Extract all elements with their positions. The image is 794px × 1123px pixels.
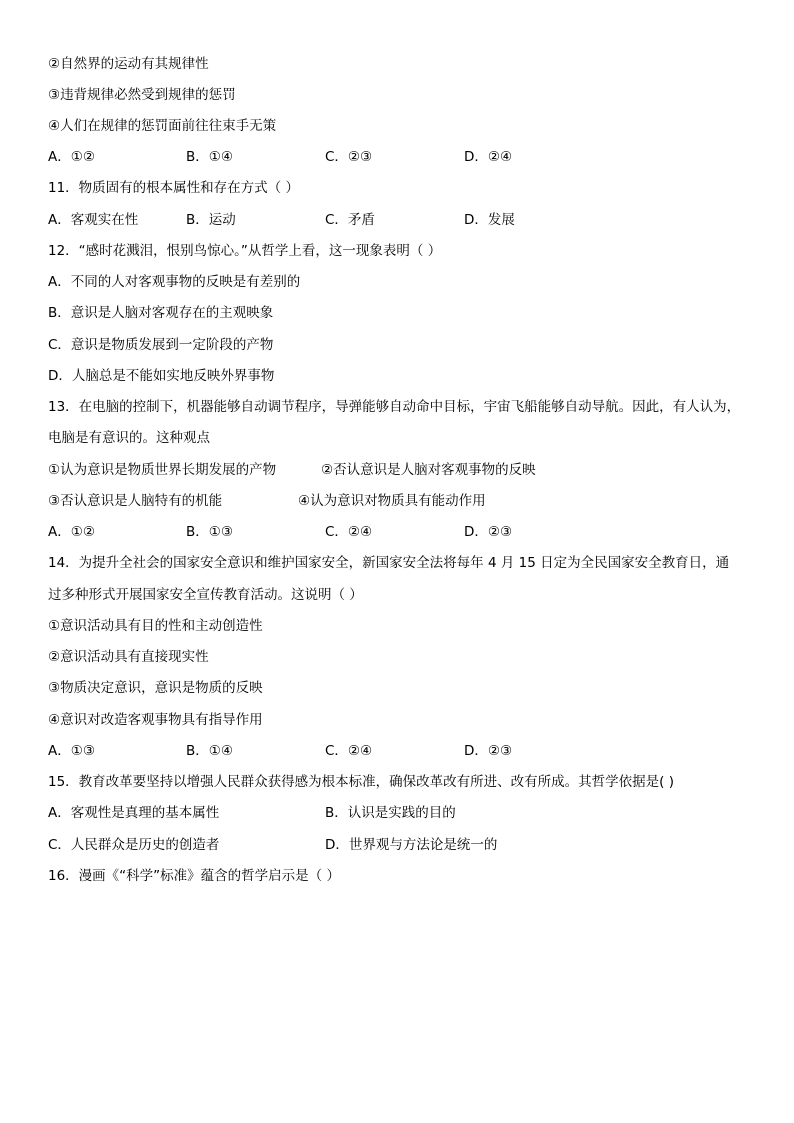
q13-option-d[interactable]: D．②③ (464, 524, 513, 540)
statement-4: ④人们在规律的惩罚面前往往束手无策 (48, 118, 277, 134)
option-b[interactable]: B．①④ (186, 149, 233, 165)
q14-statement-1: ①意识活动具有目的性和主动创造性 (48, 618, 263, 634)
statement-3: ③违背规律必然受到规律的惩罚 (48, 87, 236, 103)
q14-statement-3: ③物质决定意识，意识是物质的反映 (48, 680, 263, 696)
q14-statement-4: ④意识对改造客观事物具有指导作用 (48, 712, 263, 728)
q12-option-c[interactable]: C．意识是物质发展到一定阶段的产物 (48, 337, 274, 353)
q13-option-b[interactable]: B．①③ (186, 524, 233, 540)
q15-stem: 15．教育改革要坚持以增强人民群众获得感为根本标准，确保改革改有所进、改有所成。其哲学依据是( ) (48, 774, 675, 790)
option-c[interactable]: C．②③ (325, 149, 373, 165)
q15-option-c[interactable]: C．人民群众是历史的创造者 (48, 837, 220, 853)
q13-statement-4: ④认为意识对物质具有能动作用 (298, 493, 486, 509)
q12-option-b[interactable]: B．意识是人脑对客观存在的主观映象 (48, 305, 274, 321)
option-a[interactable]: A．①② (48, 149, 95, 165)
q15-option-d[interactable]: D．世界观与方法论是统一的 (325, 837, 498, 853)
q12-stem: 12．“感时花溅泪，恨别鸟惊心。”从哲学上看，这一现象表明（ ） (48, 243, 442, 259)
q14-option-b[interactable]: B．①④ (186, 743, 233, 759)
q13-statement-2: ②否认意识是人脑对客观事物的反映 (321, 462, 536, 478)
q14-stem-line2: 过多种形式开展国家安全宣传教育活动。这说明（ ） (48, 587, 363, 603)
option-d[interactable]: D．②④ (464, 149, 513, 165)
q12-option-d[interactable]: D．人脑总是不能如实地反映外界事物 (48, 368, 275, 384)
q11-option-a[interactable]: A．客观实在性 (48, 212, 139, 228)
q15-option-b[interactable]: B．认识是实践的目的 (325, 805, 456, 821)
statement-2: ②自然界的运动有其规律性 (48, 56, 209, 72)
q14-stem-line1: 14．为提升全社会的国家安全意识和维护国家安全，新国家安全法将每年 4 月 15 日定为全民国家安全教育日，通 (48, 555, 730, 571)
q15-option-a[interactable]: A．客观性是真理的基本属性 (48, 805, 220, 821)
q16-stem: 16．漫画《“科学”标准》蕴含的哲学启示是（ ） (48, 868, 340, 884)
q13-option-c[interactable]: C．②④ (325, 524, 373, 540)
q14-statement-2: ②意识活动具有直接现实性 (48, 649, 209, 665)
q13-stem-line2: 电脑是有意识的。这种观点 (48, 430, 210, 446)
q11-option-b[interactable]: B．运动 (186, 212, 236, 228)
q14-option-d[interactable]: D．②③ (464, 743, 513, 759)
q13-statement-3: ③否认意识是人脑特有的机能 (48, 493, 223, 509)
q13-option-a[interactable]: A．①② (48, 524, 95, 540)
q11-stem: 11．物质固有的根本属性和存在方式（ ） (48, 180, 299, 196)
q14-option-c[interactable]: C．②④ (325, 743, 373, 759)
q13-stem-line1: 13．在电脑的控制下，机器能够自动调节程序，导弹能够自动命中目标，宇宙飞船能够自动导航。因此，有人认为， (48, 399, 741, 415)
q12-option-a[interactable]: A．不同的人对客观事物的反映是有差别的 (48, 274, 301, 290)
q11-option-c[interactable]: C．矛盾 (325, 212, 375, 228)
q13-statement-1: ①认为意识是物质世界长期发展的产物 (48, 462, 277, 478)
q14-option-a[interactable]: A．①③ (48, 743, 95, 759)
q11-option-d[interactable]: D．发展 (464, 212, 515, 228)
